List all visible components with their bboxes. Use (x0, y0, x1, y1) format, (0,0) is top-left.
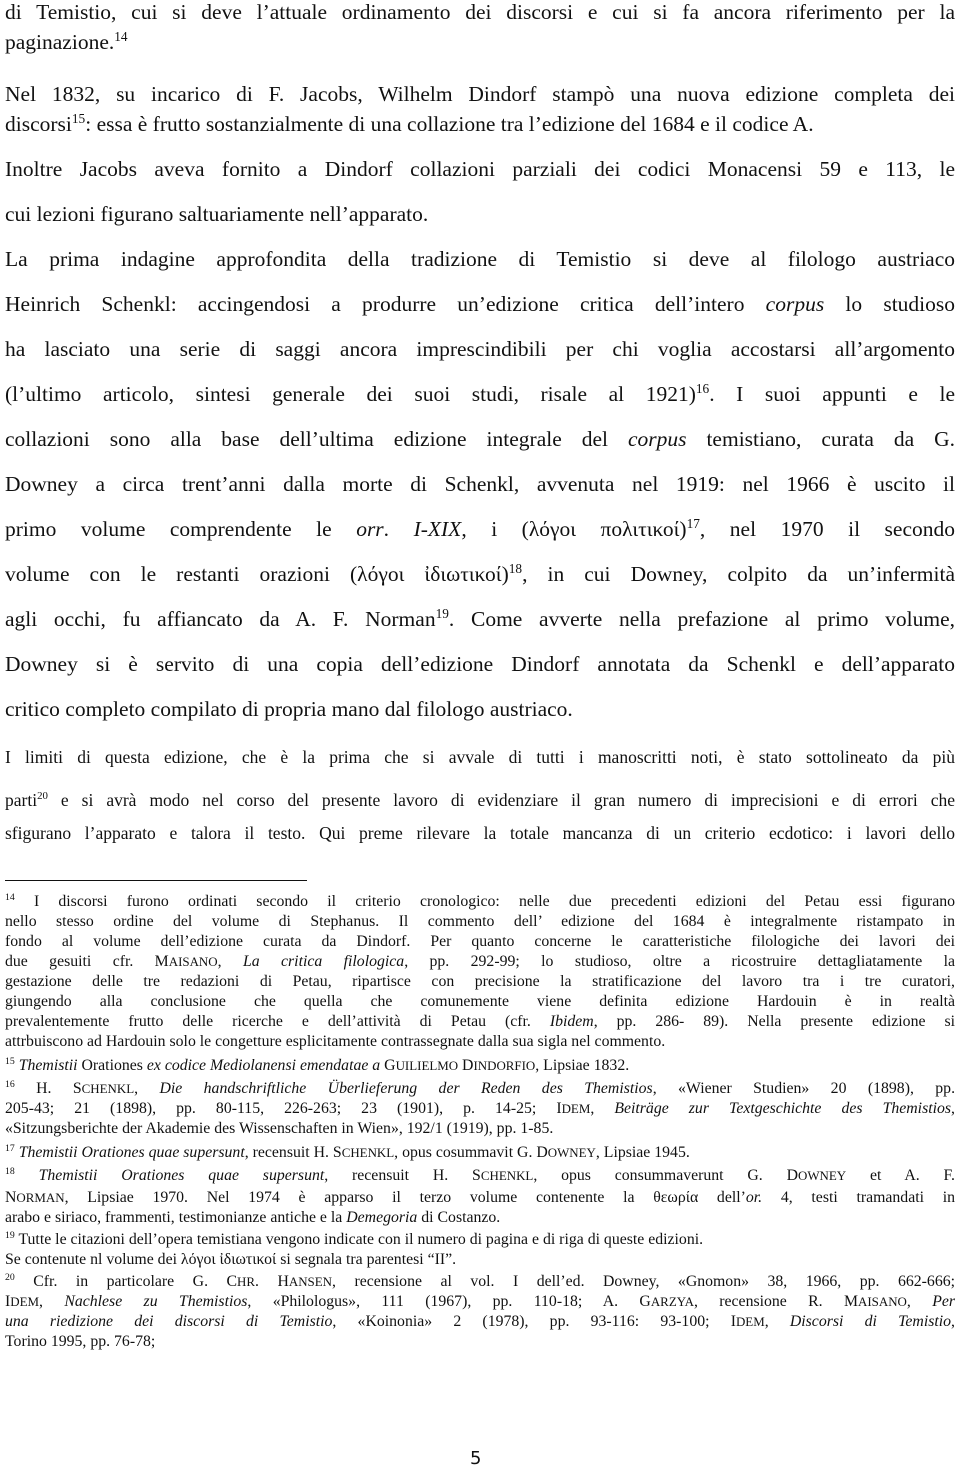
italic-run: Themistii Orationes quae supersunt (38, 1167, 325, 1184)
text-line (5, 790, 955, 811)
text-run: , Lipsiae 1832. (535, 1057, 630, 1074)
footnote-line (5, 913, 955, 931)
footnote-line (5, 933, 955, 951)
italic-run: orr (356, 517, 384, 541)
text-run: et A. F. (846, 1167, 955, 1184)
text-run: , recensuit H. S (324, 1167, 481, 1184)
text-run: volume con le restanti orazioni (λόγοι ἰδιωτικοί) (5, 562, 509, 586)
text-line (5, 823, 955, 844)
text-run: Tutte le citazioni dell’opera temistiana vengono indicate con il numero di pagina e di riga di queste edizioni. (14, 1231, 704, 1248)
text-run: prevalentemente frutto delle ricerche e dell’attività di Petau (cfr. (5, 1013, 550, 1030)
text-run: giungendo alla conclusione che quella che comunemente viene definita edizione Hardouin è in realtà (5, 993, 955, 1010)
small-caps-run: DEM (735, 1314, 765, 1329)
text-line (5, 0, 955, 25)
footnote-line (5, 1313, 955, 1331)
text-line (5, 112, 955, 137)
text-line (5, 607, 955, 632)
text-run: fondo al volume dell’edizione curata da Dindorf. Per quanto concerne le caratteristiche filologiche dei lavori dei (5, 933, 955, 950)
footnote-line (5, 1251, 955, 1269)
footnote-marker: 18 (5, 1165, 15, 1177)
text-run: 4, testi tramandati in (762, 1189, 955, 1206)
text-run: , (951, 1313, 955, 1330)
text-run: . Come avverte nella prefazione al primo volume, (448, 607, 955, 631)
text-run: critico completo compilato di propria mano dal filologo austriaco. (5, 697, 573, 721)
text-run: , in cui Downey, colpito da un’infermità (522, 562, 955, 586)
footnote-marker: 19 (5, 1229, 15, 1241)
italic-run: Demegoria (346, 1209, 418, 1226)
text-line (5, 382, 955, 407)
text-run: , (906, 1293, 933, 1310)
text-run: Inoltre Jacobs aveva fornito a Dindorf collazioni parziali dei codici Monacensi 59 e 113, le (5, 157, 955, 181)
text-run: Heinrich Schenkl: accingendosi a produrre un’edizione critica dell’intero (5, 292, 766, 316)
footnote-line (5, 953, 955, 971)
footnote-line (5, 1189, 955, 1207)
footnote-line (5, 993, 955, 1011)
text-run: Se contenute nl volume dei λόγοι ἰδιωτικοί si segnala tra parentesi “II”. (5, 1251, 457, 1268)
italic-run: una riedizione dei discorsi di Temistio (5, 1313, 333, 1330)
small-caps-run: ANSEN (288, 1274, 333, 1289)
text-run: parti (5, 790, 38, 810)
text-run: , pp. 292-99; lo studioso, oltre a ricostruire dettagliatamente la (404, 953, 955, 970)
text-run: ha lasciato una serie di saggi ancora imprescindibili per chi voglia accostarsi all’argomento (5, 337, 955, 361)
small-caps-run: UILIELMO (395, 1058, 459, 1073)
text-run: H. S (14, 1080, 82, 1097)
text-run: I limiti di questa edizione, che è la prima che si avvale di tutti i manoscritti noti, è stato sottolineato da più (5, 747, 955, 767)
text-run: collazioni sono alla base dell’ultima edizione integrale del (5, 427, 628, 451)
footnote-marker: 15 (5, 1055, 15, 1067)
text-run: La prima indagine approfondita della tradizione di Temistio si deve al filologo austriaco (5, 247, 955, 271)
text-run: , (951, 1100, 955, 1117)
text-run: D (458, 1057, 474, 1074)
footnote-marker: 14 (5, 891, 15, 903)
italic-run: corpus (765, 292, 825, 316)
small-caps-run: OWNEY (547, 1145, 596, 1160)
text-run: . H (255, 1273, 289, 1290)
text-run: attrbuiscono ad Hardouin solo le congetture esplicitamente contrassegnate dalla sua sigla nel commento. (5, 1033, 666, 1050)
text-run: , (764, 1313, 790, 1330)
text-run: , «Philologus», 111 (1967), pp. 110-18; A. G (247, 1293, 651, 1310)
italic-run: Themistii Orationes quae supersunt (18, 1144, 245, 1161)
text-line (5, 472, 955, 497)
text-run: , opus consummaverunt G. D (533, 1167, 798, 1184)
text-run: Torino 1995, pp. 76-78; (5, 1333, 156, 1350)
text-run: , (590, 1100, 615, 1117)
page-number: 5 (470, 1448, 482, 1469)
footnote-marker: 14 (114, 28, 128, 44)
footnote-marker: 19 (435, 605, 449, 621)
small-caps-run: ORMAN (16, 1190, 65, 1205)
footnote-line (5, 1144, 955, 1162)
text-run: G (380, 1057, 396, 1074)
italic-run: Per (932, 1293, 956, 1310)
footnote-marker: 20 (5, 1271, 15, 1283)
text-line (5, 562, 955, 587)
italic-run: or. (745, 1189, 763, 1206)
footnote-line (5, 1080, 955, 1098)
italic-run: Beiträge zur Textgeschichte des Themistios (614, 1100, 952, 1117)
text-run: , nel 1970 il secondo (699, 517, 956, 541)
footnote-line (5, 1273, 955, 1291)
footnote-marker: 17 (5, 1142, 15, 1154)
text-line (5, 337, 955, 362)
footnote-line (5, 1231, 955, 1249)
text-run: I (5, 1293, 11, 1310)
footnote-line (5, 1013, 955, 1031)
footnote-separator (5, 880, 307, 881)
text-line (5, 517, 955, 542)
small-caps-run: CHENKL (81, 1081, 135, 1096)
text-run: , (39, 1293, 65, 1310)
italic-run: Nachlese zu Themistios (64, 1293, 248, 1310)
text-run: Downey a circa trent’anni dalla morte di Schenkl, avvenuta nel 1919: nel 1966 è uscito il (5, 472, 955, 496)
text-run: paginazione. (5, 30, 115, 54)
small-caps-run: INDORFIO (473, 1058, 536, 1073)
italic-run: ex codice Mediolanensi emendatae a (146, 1057, 381, 1074)
text-run: , i (λόγοι πολιτικοί) (461, 517, 687, 541)
text-run: . I suoi appunti e le (709, 382, 955, 406)
italic-run: Themistii (18, 1057, 78, 1074)
text-run: N (5, 1189, 17, 1206)
footnote-marker: 15 (71, 110, 86, 126)
text-line (5, 697, 955, 722)
text-run: 205-43; 21 (1898), pp. 80-115, 226-263; 23 (1901), p. 14-25; I (5, 1100, 562, 1117)
small-caps-run: DEM (10, 1294, 40, 1309)
text-run: di Temistio, cui si deve l’attuale ordinamento dei discorsi e cui si fa ancora riferimento per la (5, 0, 955, 24)
text-line (5, 427, 955, 452)
text-line (5, 30, 955, 55)
text-line (5, 292, 955, 317)
text-run: , recensione al vol. I dell’ed. Downey, «Gnomon» 38, 1966, pp. 662-666; (332, 1273, 956, 1290)
text-run: di Costanzo. (417, 1209, 501, 1226)
small-caps-run: AISANO (858, 1294, 907, 1309)
footnote-line (5, 1120, 955, 1138)
footnote-line (5, 893, 955, 911)
text-run: «Sitzungsberichte der Akademie des Wissenschaften in Wien», 192/1 (1919), pp. 1-85. (5, 1120, 554, 1137)
text-line (5, 247, 955, 272)
italic-run: La critica filologica (242, 953, 405, 970)
text-run: lo studioso (824, 292, 956, 316)
text-run: I discorsi furono ordinati secondo il criterio cronologico: nelle due precedenti edizioni del Petau essi figurano (14, 893, 955, 910)
small-caps-run: CHENKL (341, 1145, 395, 1160)
text-run: arabo e siriaco, frammenti, testimonianze antiche e la (5, 1209, 347, 1226)
italic-run: corpus (627, 427, 687, 451)
text-run: primo volume comprendente le (5, 517, 357, 541)
small-caps-run: HR (237, 1274, 256, 1289)
footnote-line (5, 1100, 955, 1118)
small-caps-run: ARZYA (650, 1294, 694, 1309)
text-run: nello stesso ordine del volume di Stephanus. Il commento dell’ edizione del 1684 è integralmente ristampato in (5, 913, 955, 930)
footnote-marker: 18 (508, 560, 523, 576)
text-run: temistiano, curata da G. (686, 427, 955, 451)
text-line (5, 202, 955, 227)
text-run: , Lipsiae 1970. Nel 1974 è apparso il terzo volume contenente la θεωρία dell’ (64, 1189, 746, 1206)
text-line (5, 82, 955, 107)
text-run: cui lezioni figurano saltuariamente nell’apparato. (5, 202, 429, 226)
text-run: . (383, 517, 414, 541)
italic-run: Die handschriftliche Überlieferung der Reden des Themistios (159, 1080, 653, 1097)
footnote-line (5, 1033, 955, 1051)
footnote-line (5, 1209, 955, 1227)
footnote-marker: 16 (5, 1078, 15, 1090)
text-run (15, 1167, 39, 1184)
footnote-line (5, 1333, 955, 1351)
text-line (5, 157, 955, 182)
text-run: Downey si è servito di una copia dell’edizione Dindorf annotata da Schenkl e dell’apparato (5, 652, 955, 676)
text-run: Orationes (77, 1057, 147, 1074)
text-run: , (134, 1080, 160, 1097)
small-caps-run: DEM (561, 1101, 591, 1116)
small-caps-run: CHENKL (480, 1168, 534, 1183)
small-caps-run: OWNEY (798, 1168, 847, 1183)
text-run: e si avrà modo nel corso del presente lavoro di evidenziare il gran numero di imprecisioni e di errori che (47, 790, 955, 810)
text-run: , «Koinonia» 2 (1978), pp. 93-116: 93-100; I (332, 1313, 736, 1330)
text-run: gestazione delle tre redazioni di Petau, ripartisce con precisione la stratificazione del lavoro tra i tre curatori, (5, 973, 955, 990)
text-run: Nel 1832, su incarico di F. Jacobs, Wilhelm Dindorf stampò una nuova edizione completa dei (5, 82, 955, 106)
text-run: agli occhi, fu affiancato da A. F. Norman (5, 607, 436, 631)
footnote-marker: 17 (686, 515, 700, 531)
italic-run: I-XIX (413, 517, 462, 541)
text-run: Cfr. in particolare G. C (14, 1273, 238, 1290)
footnote-marker: 20 (37, 790, 48, 803)
text-run: , Lipsiae 1945. (595, 1144, 690, 1161)
footnote-marker: 16 (695, 380, 710, 396)
text-run: , opus cosummavit G. D (394, 1144, 548, 1161)
italic-run: Ibidem (549, 1013, 594, 1030)
text-run: , (217, 953, 243, 970)
italic-run: Discorsi di Temistio (789, 1313, 952, 1330)
text-line (5, 747, 955, 768)
text-run: : essa è frutto sostanzialmente di una collazione tra l’edizione del 1684 e il codice A. (85, 112, 814, 136)
footnote-line (5, 1293, 955, 1311)
footnote-line (5, 1057, 955, 1075)
text-run: , pp. 286- 89). Nella presente edizione si (593, 1013, 955, 1030)
text-run: , recensuit H. S (244, 1144, 342, 1161)
small-caps-run: AISANO (168, 954, 218, 969)
text-run: due gesuiti cfr. M (5, 953, 169, 970)
text-run: discorsi (5, 112, 72, 136)
text-run: sfigurano l’apparato e talora il testo. Qui preme rilevare la totale mancanza di un criterio ecdotico: i lavori dello (5, 823, 955, 843)
text-run: (l’ultimo articolo, sintesi generale dei suoi studi, risale al 1921) (5, 382, 696, 406)
footnote-line (5, 1167, 955, 1185)
footnote-line (5, 973, 955, 991)
text-line (5, 652, 955, 677)
text-run: , recensione R. M (693, 1293, 859, 1310)
text-run: , «Wiener Studien» 20 (1898), pp. (652, 1080, 956, 1097)
